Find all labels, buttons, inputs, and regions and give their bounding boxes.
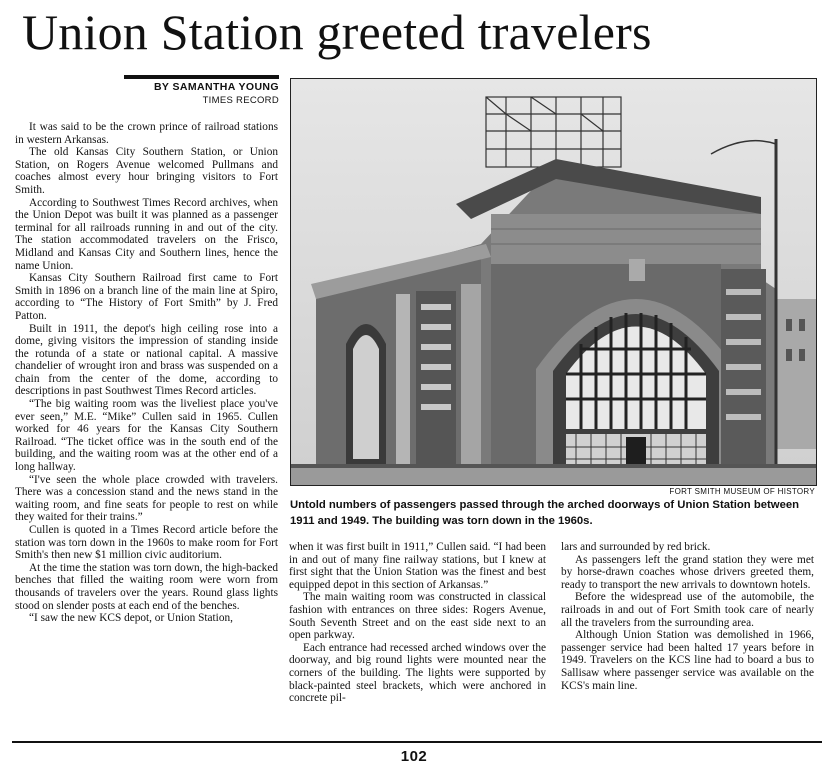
article-column-3 — [561, 541, 814, 692]
paragraph: At the time the station was torn down, the high-backed benches that filled the waiting room were worn from thousands of travelers over the years. Round glass lights stood on slender posts at each end of the benches. — [15, 561, 278, 612]
paragraph: Built in 1911, the depot's high ceiling rose into a dome, giving visitors the impression of standing inside the rotunda of a state or national capital. A massive chandelier of wrought iron and brass was suspended on a chain from the center of the dome, according to descriptions in past Southwest Times Record articles. — [15, 322, 278, 398]
paragraph: lars and surrounded by red brick. — [561, 541, 711, 553]
paragraph: According to Southwest Times Record archives, when the Union Depot was built it was planned as a passenger terminal for all railroads running in and out of the city. The station accommodated travelers on the Frisco, Midland and Kansas City and Southern lines, hence the name Union. — [15, 196, 278, 272]
paragraph: “I saw the new KCS depot, or Union Station, — [29, 612, 233, 625]
paragraph: Cullen is quoted in a Times Record article before the station was torn down in the 1960s to make room for Fort Smith's then new $1 million civic auditorium. — [15, 524, 278, 562]
union-station-photo — [290, 78, 817, 486]
paragraph: Each entrance had recessed arched windows over the doorway, and big round lights were mounted near the corners of the building. The lights were supported by black-painted steel brackets, which were anchored in concrete pil- — [289, 641, 546, 705]
photo-credit: FORT SMITH MUSEUM OF HISTORY — [669, 487, 815, 496]
paragraph: when it was first built in 1911,” Cullen said. “I had been in and out of many fine railway stations, but I knew at first sight that the Union Station was the finest and best equipped depot in this section of Arkansas.” — [289, 541, 546, 591]
paragraph: “I've seen the whole place crowded with travelers. There was a concession stand and the news stand in the waiting room, and fine seats for people to rest on while they waited for their trains.” — [15, 473, 278, 524]
paragraph: Kansas City Southern Railroad first came to Fort Smith in 1896 on a branch line of the main line at Spiro, according to “The History of Fort Smith” by J. Fred Patton. — [15, 272, 278, 322]
paragraph: The main waiting room was constructed in classical fashion with entrances on three sides: Rogers Avenue, South Seventh Street and on the east side next to an open parkway. — [289, 591, 546, 642]
paragraph: It was said to be the crown prince of railroad stations in western Arkansas. — [15, 121, 278, 146]
headline: Union Station greeted travelers — [22, 4, 652, 60]
footer-rule — [12, 741, 822, 743]
paragraph: “The big waiting room was the liveliest place you've ever seen,” M.E. “Mike” Cullen said in 1965. Cullen worked for 46 years for the Kansas City Southern Railroad. “The ticket office was in the south end of the building, and the waiting room was at the other end of a long hallway. — [15, 398, 278, 474]
paragraph: As passengers left the grand station they were met by horse-drawn coaches whose drivers greeted them, ready to transport the new arrivals to downtown hotels. — [561, 553, 814, 591]
byline-author: BY SAMANTHA YOUNG — [153, 81, 279, 93]
article-column-1 — [15, 121, 278, 625]
page-number: 102 — [400, 748, 428, 765]
paragraph: Although Union Station was demolished in 1966, passenger service had been halted 17 years before in 1949. Travelers on the KCS line had to board a bus to Sallisaw where passenger service was available on the KCS's main line. — [561, 629, 814, 692]
byline-organization: TIMES RECORD — [202, 95, 279, 106]
article-column-2 — [289, 541, 546, 705]
byline-rule — [124, 75, 279, 79]
photo-caption: Untold numbers of passengers passed through the arched doorways of Union Station between 1911 and 1949. The building was torn down in the 1960s. — [290, 499, 800, 527]
paragraph: The old Kansas City Southern Station, or Union Station, on Rogers Avenue welcomed Pullmans and coaches almost every hour bringing visitors to Fort Smith. — [15, 146, 278, 196]
paragraph: Before the widespread use of the automobile, the railroads in and out of Fort Smith took care of nearly all the travelers from the surrounding area. — [561, 591, 814, 629]
